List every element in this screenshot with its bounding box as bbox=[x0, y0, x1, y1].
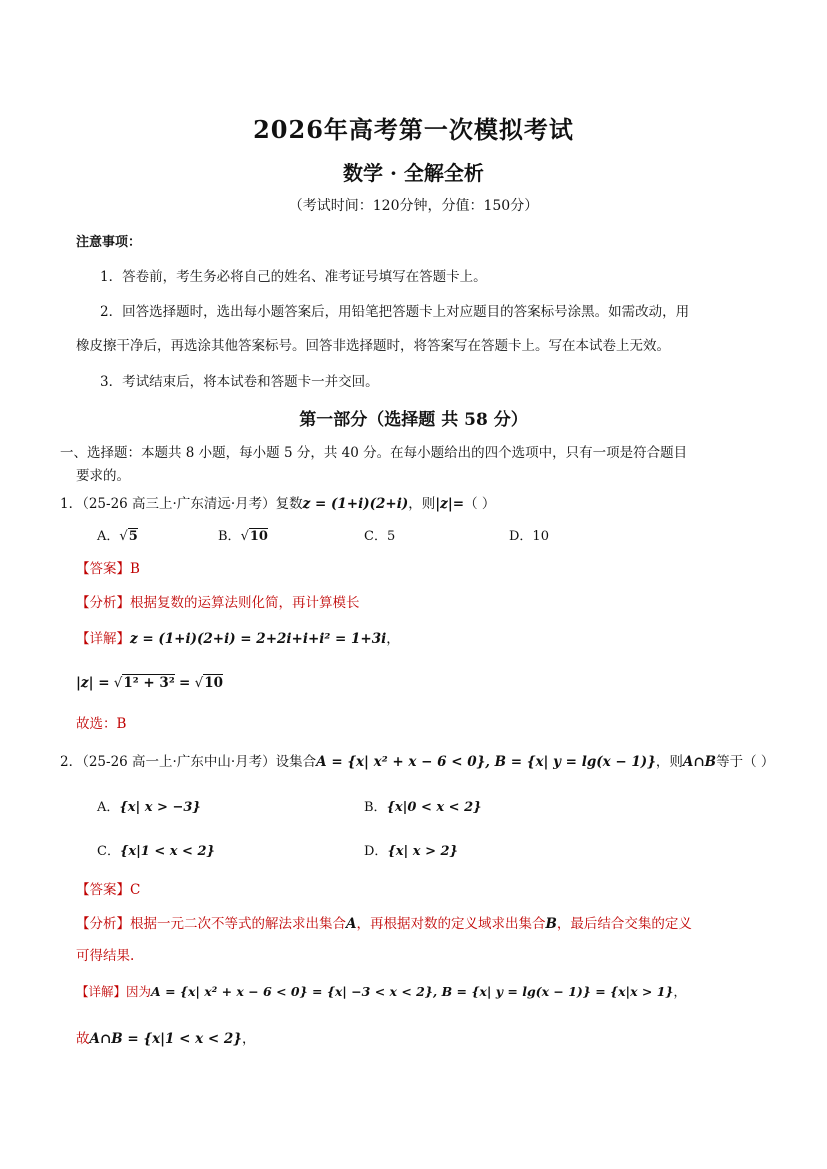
analysis-label: 【分析】 bbox=[76, 595, 130, 611]
answer-label: 【答案】 bbox=[76, 882, 130, 898]
analysis-text: 根据复数的运算法则化简，再计算模长 bbox=[130, 595, 360, 611]
analysis-set-a: A bbox=[346, 916, 357, 932]
question-2-stem bbox=[60, 750, 774, 770]
modulus-radicand: 1² + 3² bbox=[123, 675, 175, 691]
question-2-answer bbox=[76, 878, 140, 898]
analysis-text-a: 根据一元二次不等式的解法求出集合 bbox=[130, 916, 346, 932]
detail-label: 【详解】 bbox=[76, 984, 127, 999]
notes-heading: 注意事项： bbox=[76, 235, 142, 250]
option-b-label: B． bbox=[364, 800, 387, 815]
question-2-option-d bbox=[364, 840, 458, 859]
question-2-option-a bbox=[97, 796, 201, 815]
detail-formula: A = {x| x² + x − 6 < 0} = {x| −3 < x < 2}, B = {x| y = lg(x − 1)} = {x|x > 1} bbox=[151, 984, 674, 999]
modulus-eq: = bbox=[179, 675, 191, 691]
option-c-label: C． bbox=[97, 844, 120, 859]
section-intro-line-2: 要求的。 bbox=[76, 468, 130, 484]
question-1-stem-suffix: （ ） bbox=[464, 496, 496, 512]
detail-end: ， bbox=[386, 631, 400, 647]
final-prefix: 故 bbox=[76, 1031, 90, 1047]
modulus-result: 10 bbox=[204, 675, 224, 691]
question-1-option-b: B．√10 bbox=[218, 529, 268, 544]
option-b-value: 10 bbox=[249, 529, 268, 544]
exam-meta: （考试时间：120分钟，分值：150分） bbox=[288, 198, 539, 214]
question-2-final bbox=[76, 1027, 256, 1047]
option-a-value: {x| x > −3} bbox=[119, 800, 201, 815]
note-item-3: 3．考试结束后，将本试卷和答题卡一并交回。 bbox=[100, 374, 379, 390]
question-1-stem-mid: ，则 bbox=[408, 496, 436, 512]
question-2-option-c bbox=[97, 840, 215, 859]
question-1-option-c: C．5 bbox=[364, 529, 396, 544]
question-1-stem-prefix: 1．（25-26 高三上·广东清远·月考）复数 bbox=[60, 496, 303, 512]
question-1-analysis bbox=[76, 591, 360, 611]
final-end: ， bbox=[242, 1031, 256, 1047]
option-d-value: {x| x > 2} bbox=[387, 844, 458, 859]
analysis-set-b: B bbox=[545, 916, 557, 932]
option-b-label: B． bbox=[218, 529, 241, 544]
detail-formula: z = (1+i)(2+i) = 2+2i+i+i² = 1+3i bbox=[130, 631, 387, 647]
question-2-stem-prefix: 2．（25-26 高一上·广东中山·月考）设集合 bbox=[60, 754, 317, 770]
question-2-stem-mid: ，则 bbox=[655, 754, 683, 770]
question-1-option-d: D．10 bbox=[509, 529, 549, 544]
question-1-option-a: A．√5 bbox=[97, 529, 138, 544]
page-title: 2026年高考第一次模拟考试 bbox=[253, 115, 574, 144]
question-2-option-b bbox=[364, 796, 482, 815]
question-1-answer bbox=[76, 557, 140, 577]
question-2-intersection: A∩B bbox=[682, 754, 717, 770]
detail-label: 【详解】 bbox=[76, 631, 130, 647]
analysis-text-c: ，最后结合交集的定义 bbox=[556, 916, 692, 932]
question-1-modulus: |z|= bbox=[435, 496, 465, 512]
question-2-detail bbox=[76, 982, 686, 1000]
question-2-formula: A = {x| x² + x − 6 < 0}, B = {x| y = lg(x − 1)} bbox=[316, 754, 656, 770]
question-2-analysis-line-2: 可得结果. bbox=[76, 948, 135, 964]
question-1-formula: z = (1+i)(2+i) bbox=[302, 496, 409, 512]
question-1-modulus-calc: |z| = √1² + 3² = √10 bbox=[76, 675, 224, 691]
note-item-2-line-2: 橡皮擦干净后，再选涂其他答案标号。回答非选择题时，将答案写在答题卡上。写在本试卷上无效。 bbox=[76, 338, 670, 354]
modulus-lhs: |z| = bbox=[76, 675, 110, 691]
section-intro-line-1: 一、选择题：本题共 8 小题，每小题 5 分，共 40 分。在每小题给出的四个选项中，只有一项是符合题目 bbox=[60, 445, 688, 461]
question-1-detail bbox=[76, 627, 400, 647]
option-a-label: A． bbox=[97, 529, 120, 544]
page-subtitle: 数学 · 全解全析 bbox=[343, 161, 484, 185]
question-1-stem bbox=[60, 492, 495, 512]
section-heading: 第一部分（选择题 共 58 分） bbox=[299, 410, 528, 430]
analysis-text-b: ，再根据对数的定义域求出集合 bbox=[356, 916, 546, 932]
detail-because: 因为 bbox=[126, 984, 152, 999]
answer-value: B bbox=[130, 561, 140, 577]
option-a-label: A． bbox=[97, 800, 120, 815]
option-b-value: {x|0 < x < 2} bbox=[386, 800, 482, 815]
question-2-analysis-line-1 bbox=[76, 912, 692, 932]
question-2-stem-suffix: 等于（ ） bbox=[716, 754, 775, 770]
note-item-2-line-1: 2．回答选择题时，选出每小题答案后，用铅笔把答题卡上对应题目的答案标号涂黑。如需改动，用 bbox=[100, 304, 690, 320]
note-item-1: 1．答卷前，考生务必将自己的姓名、准考证号填写在答题卡上。 bbox=[100, 269, 487, 285]
option-a-value: 5 bbox=[128, 529, 138, 544]
option-c-value: {x|1 < x < 2} bbox=[119, 844, 215, 859]
question-1-choice: 故选：B bbox=[76, 716, 127, 732]
option-d-label: D． bbox=[364, 844, 388, 859]
answer-label: 【答案】 bbox=[76, 561, 130, 577]
analysis-label: 【分析】 bbox=[76, 916, 130, 932]
final-formula: A∩B = {x|1 < x < 2} bbox=[89, 1031, 242, 1047]
detail-end: ， bbox=[673, 984, 686, 999]
answer-value: C bbox=[130, 882, 141, 898]
